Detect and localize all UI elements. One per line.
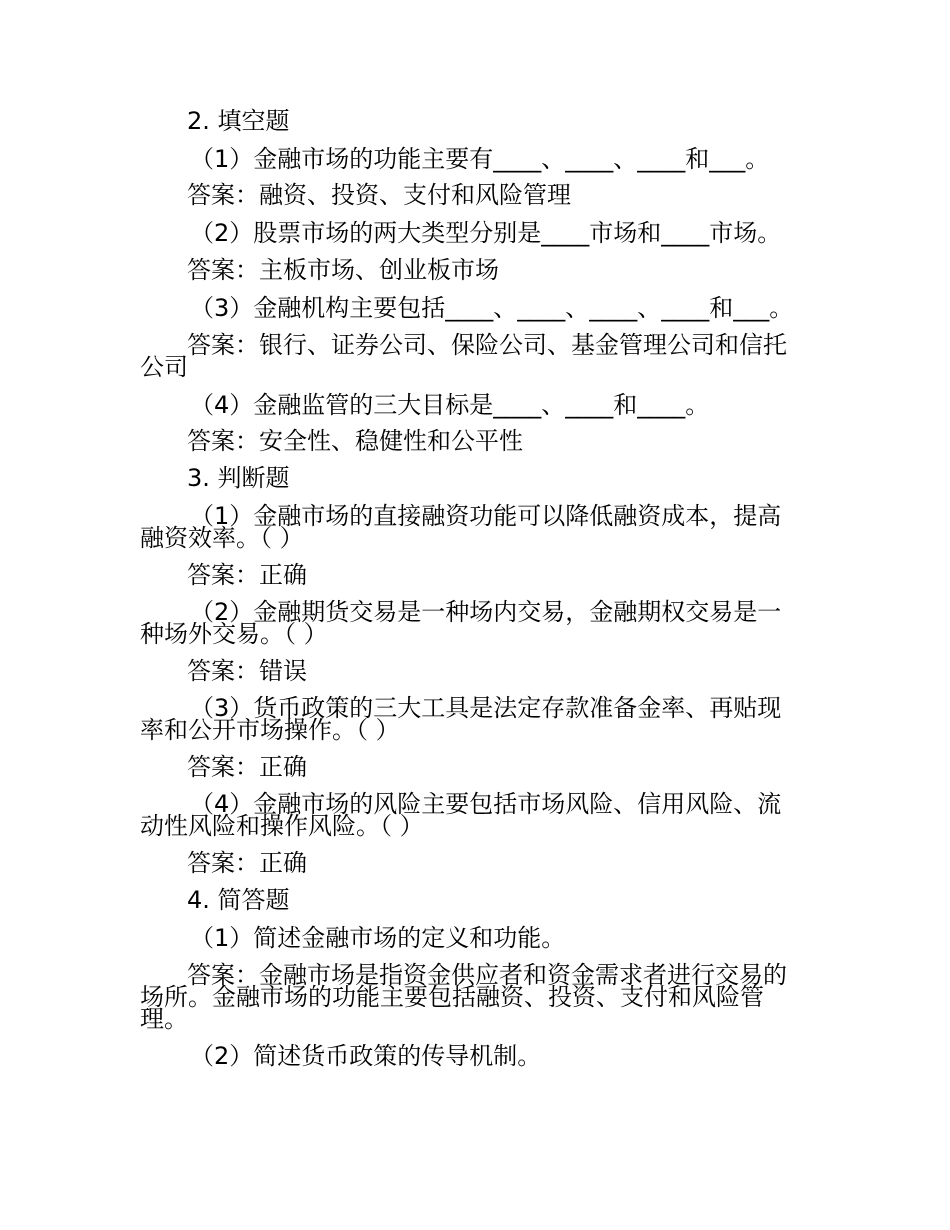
question-text-continued: 融资效率。（ ）: [140, 524, 304, 552]
answer-text: 答案：金融市场是指资金供应者和资金需求者进行交易的: [187, 961, 787, 989]
question-text-continued: 动性风险和操作风险。（ ）: [140, 812, 424, 840]
answer-text: 答案：主板市场、创业板市场: [187, 256, 499, 284]
question-text: （3）货币政策的三大工具是法定存款准备金率、再贴现: [190, 694, 782, 722]
question-text: （1）金融市场的直接融资功能可以降低融资成本，提高: [190, 502, 782, 530]
answer-text: 答案：银行、证券公司、保险公司、基金管理公司和信托: [187, 331, 787, 359]
answer-text: 答案：正确: [187, 849, 307, 877]
question-text-continued: 种场外交易。（ ）: [140, 620, 328, 648]
question-text: （1）金融市场的功能主要有____、____、____和___。: [190, 145, 770, 173]
question-text-continued: 率和公开市场操作。（ ）: [140, 716, 400, 744]
answer-text-continued: 理。: [140, 1005, 188, 1033]
question-text: （2）金融期货交易是一种场内交易，金融期权交易是一: [190, 598, 782, 626]
question-text: （1）简述金融市场的定义和功能。: [190, 924, 566, 952]
question-text: （4）金融监管的三大目标是____、____和____。: [190, 391, 710, 419]
section-heading-true-false: 3. 判断题: [187, 464, 290, 492]
answer-text: 答案：正确: [187, 753, 307, 781]
answer-text: 答案：错误: [187, 657, 307, 685]
answer-text-continued: 场所。金融市场的功能主要包括融资、投资、支付和风险管: [140, 983, 764, 1011]
question-text: （2）股票市场的两大类型分别是____市场和____市场。: [190, 219, 782, 247]
section-heading-fill-blank: 2. 填空题: [187, 107, 290, 135]
answer-text: 答案：融资、投资、支付和风险管理: [187, 181, 571, 209]
question-text: （3）金融机构主要包括____、____、____、____和___。: [190, 294, 794, 322]
answer-text: 答案：正确: [187, 561, 307, 589]
section-heading-short-answer: 4. 简答题: [187, 886, 290, 914]
answer-text: 答案：安全性、稳健性和公平性: [187, 427, 523, 455]
answer-text-continued: 公司: [140, 353, 188, 381]
question-text: （4）金融市场的风险主要包括市场风险、信用风险、流: [190, 790, 782, 818]
question-text: （2）简述货币政策的传导机制。: [190, 1042, 542, 1070]
